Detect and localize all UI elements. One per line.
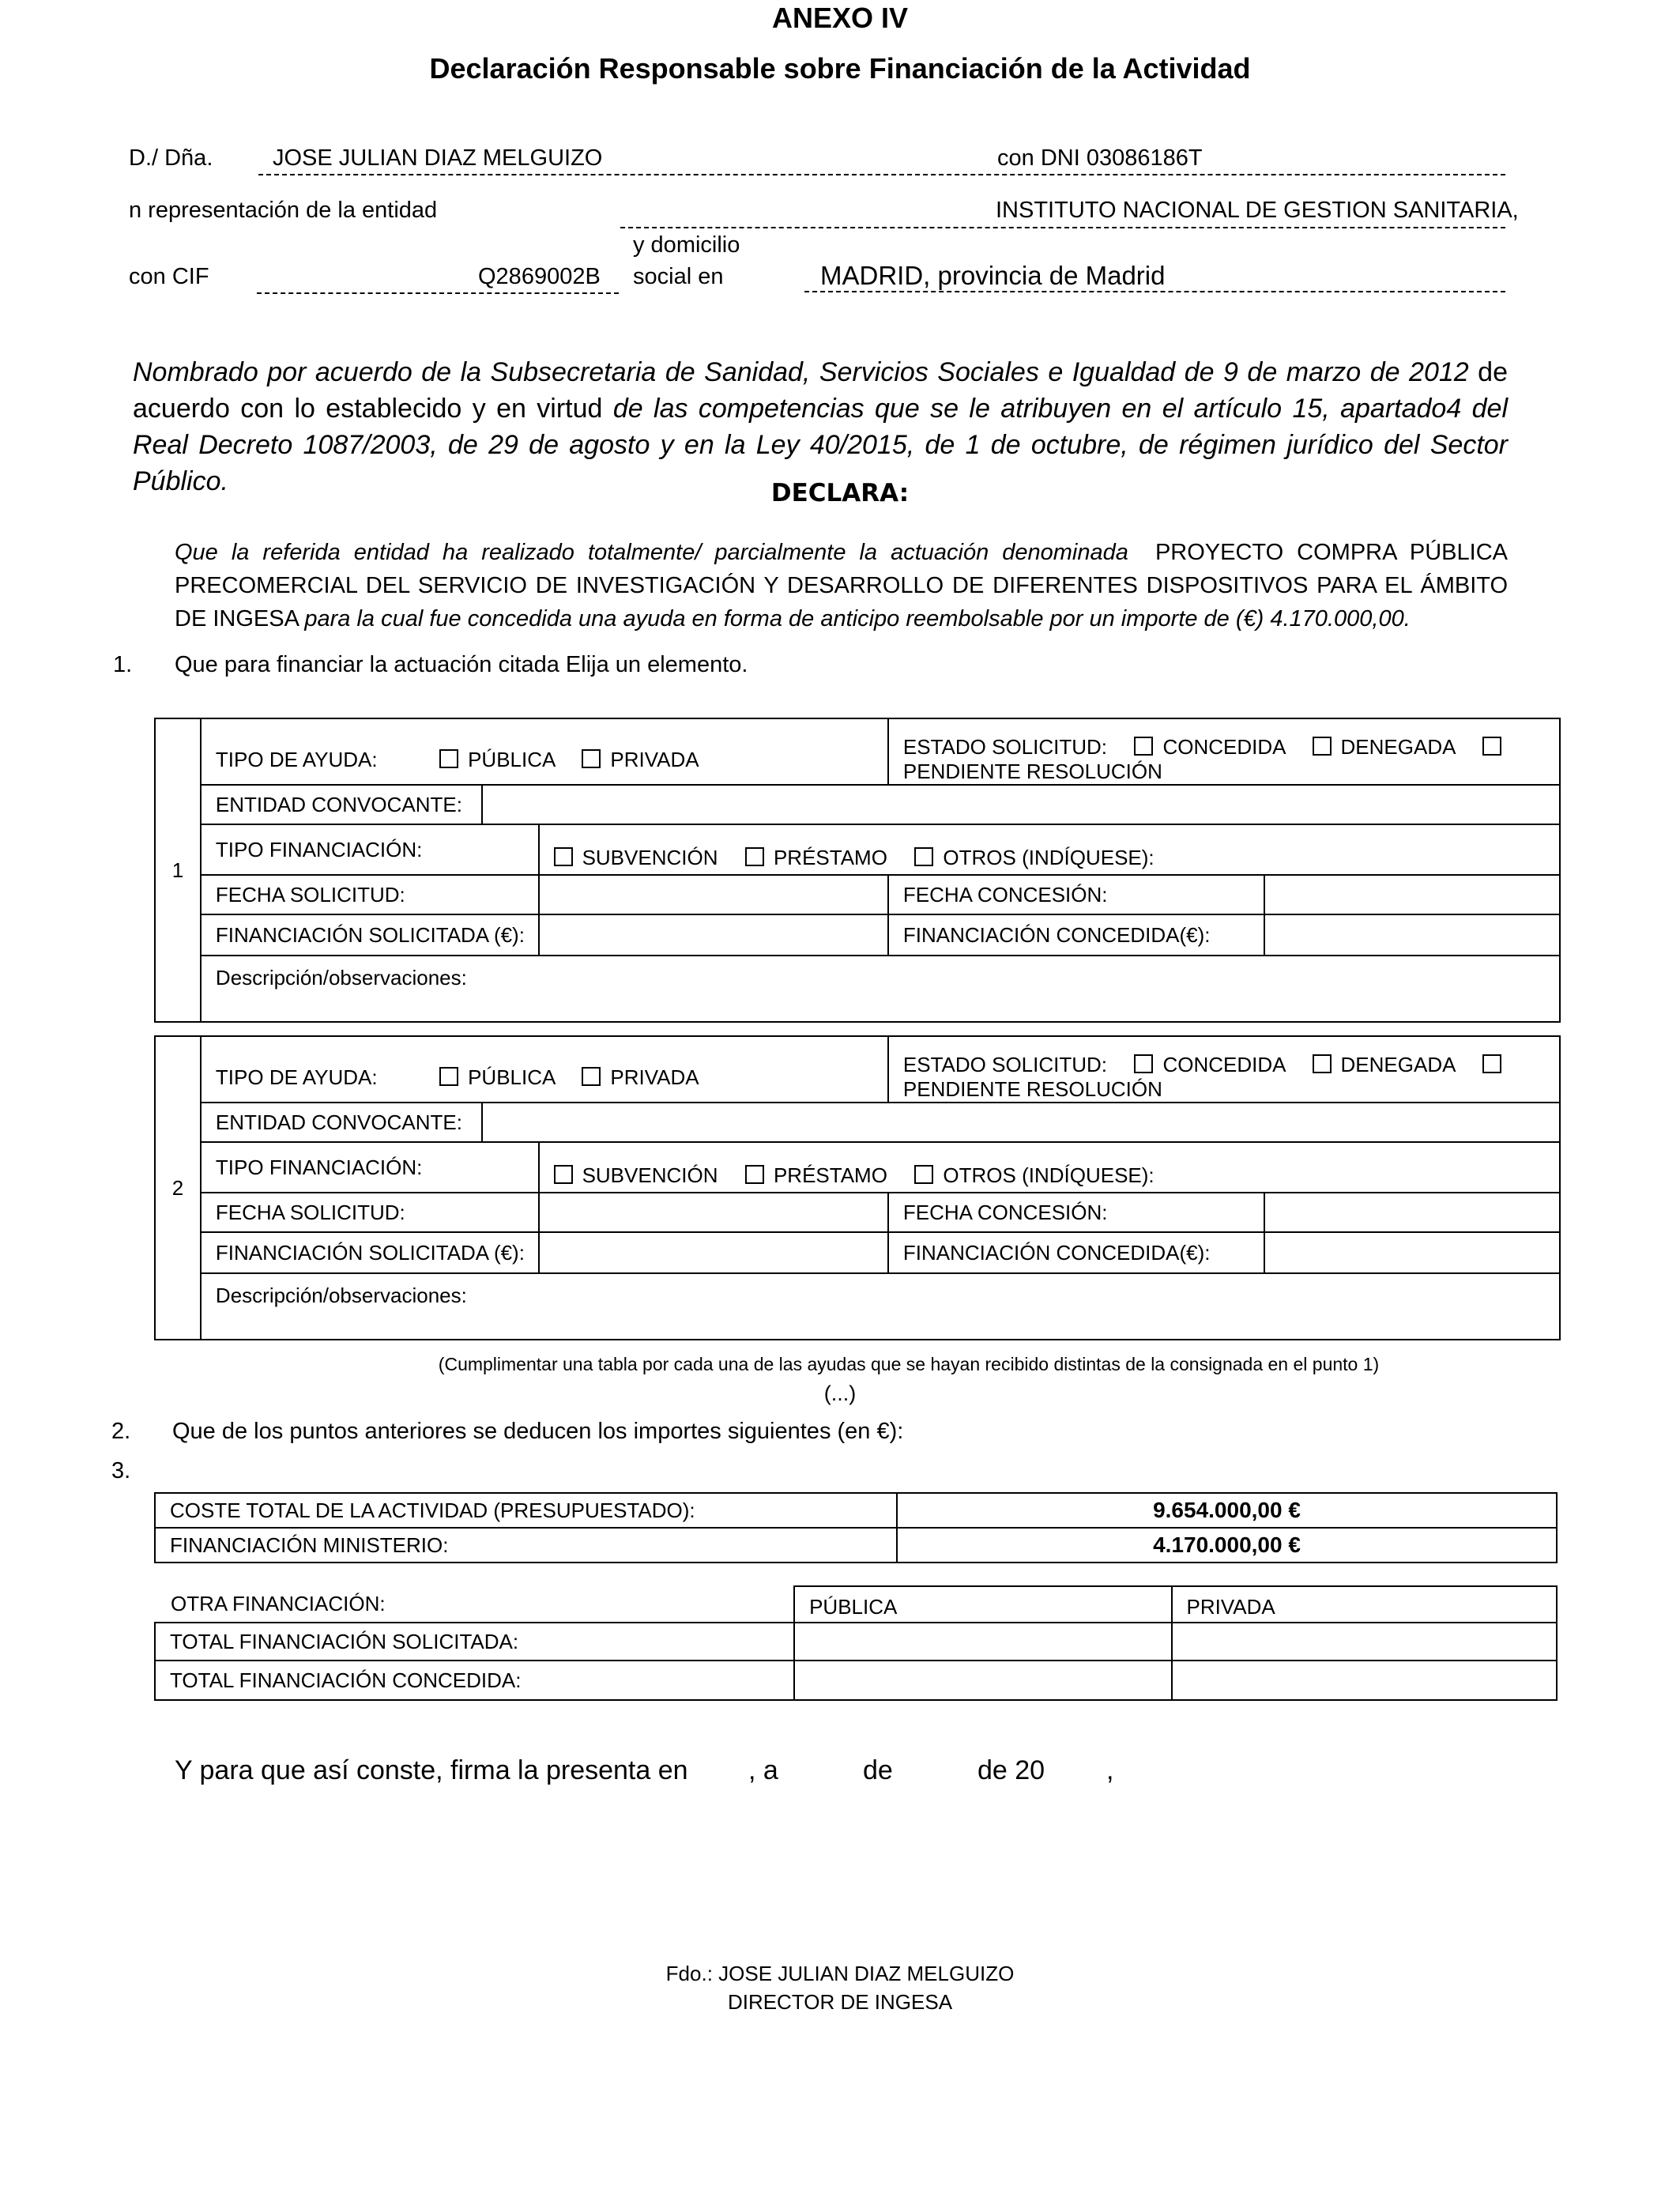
tipo-fin-label: TIPO FINANCIACIÓN:: [201, 824, 539, 875]
privada-checkbox[interactable]: [582, 1067, 601, 1086]
appointment-text-1: Nombrado por acuerdo de la Subsecretaria de Sanidad, Servicios Sociales e Igualdad de 9 de marzo de 2012: [133, 357, 1469, 387]
item-1-text[interactable]: Que para financiar la actuación citada Elija un elemento.: [175, 652, 748, 677]
tipo-ayuda-cell: [201, 718, 888, 785]
dna-label: D./ Dña.: [129, 145, 213, 171]
domicilio-underline: [804, 291, 1505, 292]
fin-sol-input[interactable]: [539, 1232, 888, 1273]
otros-label: OTROS (INDÍQUESE):: [943, 845, 1155, 869]
aid-table-2: [154, 1035, 1561, 1340]
item-2-text: Que de los puntos anteriores se deducen los importes siguientes (en €):: [172, 1419, 904, 1444]
page-title: Declaración Responsable sobre Financiación de la Actividad: [429, 52, 1251, 85]
signature-name: Fdo.: JOSE JULIAN DIAZ MELGUIZO: [665, 1962, 1015, 1985]
closing-de-1: de: [863, 1755, 893, 1785]
signature-title: DIRECTOR DE INGESA: [727, 1990, 953, 2014]
prestamo-checkbox[interactable]: [745, 847, 764, 866]
publica-label: PÚBLICA: [468, 747, 555, 771]
item-2-number: 2.: [111, 1419, 131, 1444]
entidad-label: ENTIDAD CONVOCANTE:: [201, 785, 482, 824]
prestamo-checkbox[interactable]: [745, 1165, 764, 1184]
estado-label: ESTADO SOLICITUD:: [902, 1053, 1108, 1076]
fecha-sol-label: FECHA SOLICITUD:: [201, 1193, 539, 1232]
fin-sol-label: FINANCIACIÓN SOLICITADA (€):: [201, 914, 539, 956]
desc-label[interactable]: Descripción/observaciones:: [201, 956, 1560, 1022]
declara-project[interactable]: PROYECTO COMPRA PÚBLICA PRECOMERCIAL DEL SERVICIO DE INVESTIGACIÓN Y DESARROLLO DE DIFERENTES DISPOSITIVOS PARA EL ÁMBITO DE INGESA: [175, 540, 1508, 631]
aid-table-1: [154, 718, 1561, 1023]
fecha-sol-label: FECHA SOLICITUD:: [201, 875, 539, 914]
fin-con-input[interactable]: [1264, 914, 1561, 956]
privada-checkbox[interactable]: [582, 749, 601, 768]
total-concedida-label: TOTAL FINANCIACIÓN CONCEDIDA:: [155, 1661, 794, 1700]
closing-a: , a: [748, 1755, 778, 1785]
subvencion-checkbox[interactable]: [554, 1165, 573, 1184]
cif-label: con CIF: [129, 264, 209, 289]
concedida-label: CONCEDIDA: [1162, 735, 1286, 759]
note-text: (Cumplimentar una tabla por cada una de las ayudas que se hayan recibido distintas de la consignada en el punto 1): [438, 1354, 1380, 1374]
aid-table-number: 2: [155, 1036, 201, 1340]
declara-text-3: para la cual fue concedida una ayuda en forma de anticipo reembolsable por un importe de (€) 4.170.000,00.: [304, 606, 1411, 631]
prestamo-label: PRÉSTAMO: [773, 845, 887, 869]
entidad-input[interactable]: [482, 1103, 1560, 1142]
coste-value[interactable]: 9.654.000,00 €: [897, 1493, 1557, 1528]
fecha-sol-input[interactable]: [539, 1193, 888, 1232]
estado-cell: [888, 718, 1560, 785]
aid-table-number: 1: [155, 718, 201, 1022]
otros-checkbox[interactable]: [914, 1165, 933, 1184]
appointment-text-2: de: [1468, 357, 1508, 387]
estado-label: ESTADO SOLICITUD:: [902, 735, 1108, 759]
prestamo-label: PRÉSTAMO: [773, 1163, 887, 1187]
desc-label[interactable]: Descripción/observaciones:: [201, 1273, 1560, 1340]
appointment-text-3: acuerdo con lo establecido y en virtud: [133, 394, 613, 424]
declara-text-1: Que la referida entidad ha realizado totalmente/ parcialmente la actuación denominada: [175, 540, 1128, 565]
fin-sol-label: FINANCIACIÓN SOLICITADA (€):: [201, 1232, 539, 1273]
subvencion-label: SUBVENCIÓN: [582, 1163, 718, 1187]
tipo-fin-options: [539, 1142, 1560, 1193]
solicitada-privada-input[interactable]: [1172, 1623, 1557, 1661]
concedida-publica-input[interactable]: [794, 1661, 1171, 1700]
cif-underline: [257, 292, 619, 294]
fecha-con-input[interactable]: [1264, 1193, 1561, 1232]
pendiente-label: PENDIENTE RESOLUCIÓN: [902, 1077, 1162, 1101]
item-3-number: 3.: [111, 1458, 131, 1483]
estado-cell: [888, 1036, 1560, 1103]
privada-label: PRIVADA: [610, 747, 699, 771]
tipo-ayuda-label: TIPO DE AYUDA:: [215, 747, 378, 771]
publica-label: PÚBLICA: [468, 1065, 555, 1089]
denegada-checkbox[interactable]: [1313, 1054, 1332, 1073]
fin-sol-input[interactable]: [539, 914, 888, 956]
fin-con-label: FINANCIACIÓN CONCEDIDA(€):: [888, 1232, 1264, 1273]
pendiente-checkbox[interactable]: [1482, 737, 1501, 756]
other-fin-table: [154, 1585, 1558, 1701]
entidad-label: ENTIDAD CONVOCANTE:: [201, 1103, 482, 1142]
fin-con-input[interactable]: [1264, 1232, 1561, 1273]
entidad-input[interactable]: [482, 785, 1560, 824]
fecha-con-input[interactable]: [1264, 875, 1561, 914]
closing-text: Y para que así conste, firma la presenta en: [175, 1755, 688, 1785]
coste-label: COSTE TOTAL DE LA ACTIVIDAD (PRESUPUESTADO):: [155, 1493, 897, 1528]
subvencion-checkbox[interactable]: [554, 847, 573, 866]
declara-paragraph: [175, 536, 1508, 635]
tipo-fin-label: TIPO FINANCIACIÓN:: [201, 1142, 539, 1193]
rep-label: n representación de la entidad: [129, 198, 438, 223]
publica-checkbox[interactable]: [439, 749, 458, 768]
appointment-text-4: de las competencias que se le atribuyen en el artículo 15, apartado4 del Real Decreto 1087/2003, de 29 de agosto y en la Ley 40/2015, de 1 de octubre, de régimen jurídico del Sector Público.: [133, 394, 1508, 496]
domicilio-label-2: social en: [633, 264, 724, 289]
other-fin-privada-header: PRIVADA: [1172, 1586, 1557, 1623]
fecha-con-label: FECHA CONCESIÓN:: [888, 875, 1264, 914]
tipo-fin-options: [539, 824, 1560, 875]
tipo-ayuda-cell: [201, 1036, 888, 1103]
item-1-number: 1.: [113, 652, 133, 677]
domicilio-label-1: y domicilio: [633, 232, 740, 258]
other-fin-publica-header: PÚBLICA: [794, 1586, 1171, 1623]
concedida-checkbox[interactable]: [1134, 1054, 1153, 1073]
name-underline: [258, 174, 1505, 175]
entity-underline: [620, 227, 1505, 228]
closing-comma: ,: [1106, 1755, 1114, 1785]
publica-checkbox[interactable]: [439, 1067, 458, 1086]
otros-checkbox[interactable]: [914, 847, 933, 866]
denegada-checkbox[interactable]: [1313, 737, 1332, 756]
otros-label: OTROS (INDÍQUESE):: [943, 1163, 1155, 1187]
declara-heading: DECLARA:: [770, 479, 910, 507]
concedida-privada-input[interactable]: [1172, 1661, 1557, 1700]
dni-field[interactable]: con DNI 03086186T: [997, 145, 1203, 171]
concedida-checkbox[interactable]: [1134, 737, 1153, 756]
subvencion-label: SUBVENCIÓN: [582, 845, 718, 869]
fecha-con-label: FECHA CONCESIÓN:: [888, 1193, 1264, 1232]
fin-con-label: FINANCIACIÓN CONCEDIDA(€):: [888, 914, 1264, 956]
annex-title: ANEXO IV: [771, 2, 909, 34]
appointment-paragraph: [133, 354, 1508, 499]
name-field[interactable]: JOSE JULIAN DIAZ MELGUIZO: [273, 145, 603, 171]
ministerio-label: FINANCIACIÓN MINISTERIO:: [155, 1528, 897, 1563]
ministerio-value[interactable]: 4.170.000,00 €: [897, 1528, 1557, 1563]
ellipsis: (...): [823, 1382, 857, 1405]
solicitada-publica-input[interactable]: [794, 1623, 1171, 1661]
closing-de-2: de 20: [977, 1755, 1045, 1785]
tipo-ayuda-label: TIPO DE AYUDA:: [215, 1065, 378, 1089]
cif-field[interactable]: Q2869002B: [478, 264, 601, 289]
pendiente-label: PENDIENTE RESOLUCIÓN: [902, 760, 1162, 783]
domicilio-field[interactable]: MADRID, provincia de Madrid: [820, 261, 1166, 290]
totals-table: [154, 1492, 1558, 1563]
total-solicitada-label: TOTAL FINANCIACIÓN SOLICITADA:: [155, 1623, 794, 1661]
denegada-label: DENEGADA: [1340, 1053, 1456, 1076]
denegada-label: DENEGADA: [1340, 735, 1456, 759]
privada-label: PRIVADA: [610, 1065, 699, 1089]
fecha-sol-input[interactable]: [539, 875, 888, 914]
entity-field[interactable]: INSTITUTO NACIONAL DE GESTION SANITARIA,: [996, 198, 1519, 223]
pendiente-checkbox[interactable]: [1482, 1054, 1501, 1073]
other-fin-label: OTRA FINANCIACIÓN:: [155, 1586, 794, 1623]
concedida-label: CONCEDIDA: [1162, 1053, 1286, 1076]
